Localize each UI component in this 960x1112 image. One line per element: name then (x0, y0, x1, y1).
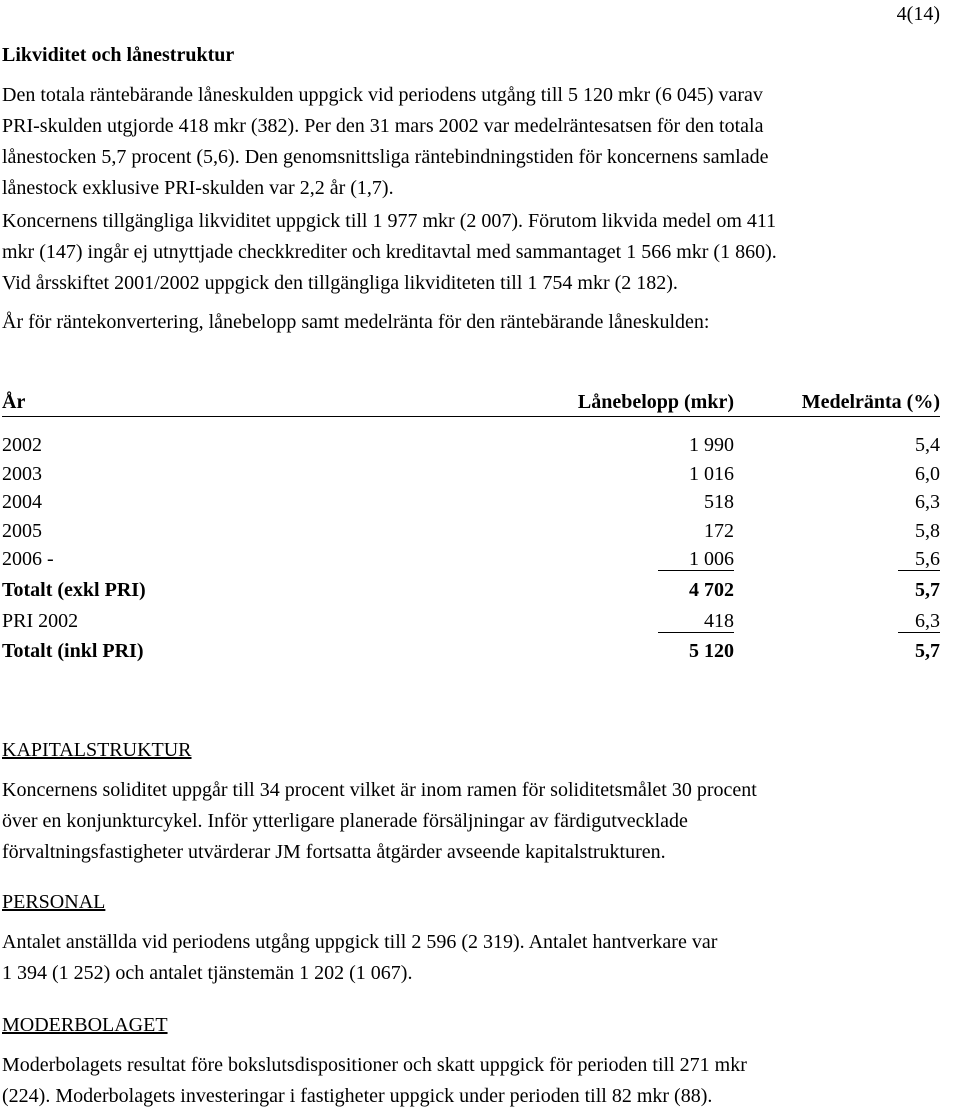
table-spacer (2, 417, 940, 432)
cell-year: Totalt (exkl PRI) (2, 578, 146, 601)
personnel-heading: PERSONAL (2, 891, 106, 913)
underlined-rate: 6,3 (898, 610, 940, 633)
table-total-row (2, 635, 940, 668)
text-line: förvaltningsfastigheter utvärderar JM fortsatta åtgärder avseende kapitalstrukturen. (2, 841, 666, 863)
text-line: lånestocken 5,7 procent (5,6). Den genomsnittsliga räntebindningstiden för koncernens samlade (2, 146, 769, 168)
cell-amount (502, 545, 734, 574)
text-line: 1 394 (1 252) och antalet tjänstemän 1 202 (1 067). (2, 962, 413, 984)
cell-rate: 5,7 (915, 578, 940, 601)
table-row (2, 517, 940, 546)
cell-rate: 5,4 (915, 434, 940, 456)
cell-rate: 6,3 (915, 491, 940, 513)
cell-year: 2006 - (2, 548, 54, 570)
text-line: Vid årsskiftet 2001/2002 uppgick den tillgängliga likviditeten till 1 754 mkr (2 182). (2, 272, 678, 294)
cell-year: 2004 (2, 491, 42, 513)
liquidity-paragraph-1 (2, 80, 947, 204)
table-total-row (2, 574, 940, 607)
parent-company-paragraph (2, 1050, 947, 1112)
text-line: Koncernens tillgängliga likviditet uppgick till 1 977 mkr (2 007). Förutom likvida medel om 411 (2, 210, 777, 232)
cell-amount: 1 990 (689, 434, 734, 456)
liquidity-heading: Likviditet och lånestruktur (2, 44, 235, 66)
parent-company-heading: MODERBOLAGET (2, 1014, 168, 1036)
text-line: Antalet anställda vid periodens utgång uppgick till 2 596 (2 319). Antalet hantverkare var (2, 931, 718, 953)
table-row (2, 488, 940, 517)
liquidity-paragraph-2 (2, 206, 947, 299)
text-line: Koncernens soliditet uppgår till 34 procent vilket är inom ramen för soliditetsmålet 30 procent (2, 779, 757, 801)
header-avg-rate: Medelränta (%) (734, 388, 940, 417)
capital-structure-heading: KAPITALSTRUKTUR (2, 739, 192, 761)
header-loan-amount: Lånebelopp (mkr) (502, 388, 734, 417)
text-line: Moderbolagets resultat före bokslutsdispositioner och skatt uppgick för perioden till 271 mkr (2, 1054, 747, 1076)
table-row (2, 460, 940, 489)
cell-amount: 172 (704, 519, 734, 542)
cell-year: Totalt (inkl PRI) (2, 640, 144, 662)
table-row (2, 431, 940, 460)
personnel-paragraph (2, 927, 947, 989)
text-line: Den totala räntebärande låneskulden uppgick vid periodens utgång till 5 120 mkr (6 045) varav (2, 84, 763, 106)
cell-amount: 1 016 (689, 462, 734, 485)
cell-amount: 518 (704, 491, 734, 513)
capital-structure-paragraph (2, 775, 947, 868)
table-header-row (2, 388, 940, 417)
text-line: lånestock exklusive PRI-skulden var 2,2 år (1,7). (2, 177, 394, 199)
cell-year: PRI 2002 (2, 609, 79, 632)
cell-year: 2005 (2, 519, 42, 542)
header-year: År (2, 388, 502, 417)
text-line: mkr (147) ingår ej utnyttjade checkkrediter och kreditavtal med sammantaget 1 566 mkr (1 860). (2, 241, 777, 263)
cell-amount: 4 702 (689, 578, 734, 601)
table-intro: År för räntekonvertering, lånebelopp samt medelränta för den räntebärande låneskulden: (2, 311, 710, 333)
page-number: 4(14) (896, 3, 940, 25)
underlined-amount: 1 006 (658, 548, 734, 571)
cell-amount: 5 120 (689, 640, 734, 662)
cell-amount (502, 607, 734, 636)
cell-rate (734, 545, 940, 574)
underlined-amount: 418 (658, 610, 734, 633)
text-line: (224). Moderbolagets investeringar i fastigheter uppgick under perioden till 82 mkr (88). (2, 1085, 713, 1107)
cell-rate: 5,7 (915, 640, 940, 662)
underlined-rate: 5,6 (898, 548, 940, 571)
cell-rate: 5,8 (915, 519, 940, 542)
table-row (2, 545, 940, 574)
text-line: PRI-skulden utgjorde 418 mkr (382). Per den 31 mars 2002 var medelräntesatsen för den totala (2, 115, 764, 137)
cell-year: 2002 (2, 434, 42, 456)
loan-table (2, 388, 940, 668)
cell-rate: 6,0 (915, 462, 940, 485)
text-line: över en konjunkturcykel. Inför ytterligare planerade försäljningar av färdigutvecklade (2, 810, 688, 832)
table-row (2, 607, 940, 636)
cell-rate (734, 607, 940, 636)
cell-year: 2003 (2, 462, 42, 485)
